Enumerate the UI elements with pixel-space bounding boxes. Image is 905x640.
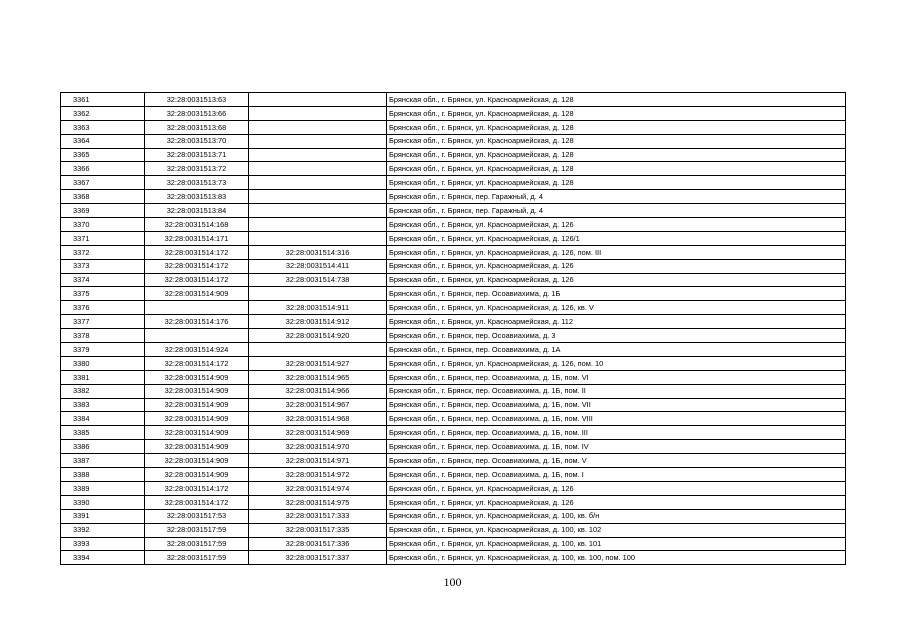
row-number-cell: 3386 — [61, 440, 145, 454]
row-number-cell: 3365 — [61, 148, 145, 162]
land-cadastral-number-cell: 32:28:0031514:172 — [145, 273, 249, 287]
address-cell: Брянская обл., г. Брянск, пер. Осоавиахима, д. 1Б, пом. II — [387, 384, 846, 398]
address-cell: Брянская обл., г. Брянск, ул. Красноармейская, д. 126 — [387, 481, 846, 495]
table-row — [61, 384, 846, 398]
table-row — [61, 356, 846, 370]
land-cadastral-number-cell: 32:28:0031513:70 — [145, 134, 249, 148]
table-row — [61, 454, 846, 468]
row-number-cell: 3393 — [61, 537, 145, 551]
land-cadastral-number-cell: 32:28:0031513:83 — [145, 190, 249, 204]
address-cell: Брянская обл., г. Брянск, ул. Красноармейская, д. 112 — [387, 315, 846, 329]
row-number-cell: 3378 — [61, 329, 145, 343]
object-cadastral-number-cell: 32:28:0031514:911 — [249, 301, 387, 315]
row-number-cell: 3362 — [61, 106, 145, 120]
row-number-cell: 3382 — [61, 384, 145, 398]
row-number-cell: 3361 — [61, 93, 145, 107]
address-cell: Брянская обл., г. Брянск, ул. Красноармейская, д. 128 — [387, 106, 846, 120]
land-cadastral-number-cell: 32:28:0031514:909 — [145, 426, 249, 440]
object-cadastral-number-cell: 32:28:0031514:968 — [249, 412, 387, 426]
table-row — [61, 287, 846, 301]
land-cadastral-number-cell: 32:28:0031517:59 — [145, 523, 249, 537]
table-row — [61, 481, 846, 495]
land-cadastral-number-cell: 32:28:0031517:59 — [145, 537, 249, 551]
land-cadastral-number-cell: 32:28:0031514:909 — [145, 370, 249, 384]
table-row — [61, 204, 846, 218]
address-cell: Брянская обл., г. Брянск, пер. Осоавиахима, д. 1Б — [387, 287, 846, 301]
row-number-cell: 3376 — [61, 301, 145, 315]
land-cadastral-number-cell: 32:28:0031514:172 — [145, 245, 249, 259]
land-cadastral-number-cell: 32:28:0031514:168 — [145, 218, 249, 232]
table-row — [61, 273, 846, 287]
table-row — [61, 523, 846, 537]
address-cell: Брянская обл., г. Брянск, ул. Красноармейская, д. 126, пом. III — [387, 245, 846, 259]
object-cadastral-number-cell: 32:28:0031517:336 — [249, 537, 387, 551]
land-cadastral-number-cell: 32:28:0031514:172 — [145, 495, 249, 509]
address-cell: Брянская обл., г. Брянск, ул. Красноармейская, д. 100, кв. 101 — [387, 537, 846, 551]
object-cadastral-number-cell: 32:28:0031514:411 — [249, 259, 387, 273]
object-cadastral-number-cell: 32:28:0031514:965 — [249, 370, 387, 384]
row-number-cell: 3388 — [61, 468, 145, 482]
address-cell: Брянская обл., г. Брянск, ул. Красноармейская, д. 128 — [387, 148, 846, 162]
page-number: 100 — [443, 575, 462, 589]
address-cell: Брянская обл., г. Брянск, пер. Осоавиахима, д. 1А — [387, 343, 846, 357]
land-cadastral-number-cell: 32:28:0031514:909 — [145, 454, 249, 468]
row-number-cell: 3391 — [61, 509, 145, 523]
row-number-cell: 3377 — [61, 315, 145, 329]
row-number-cell: 3375 — [61, 287, 145, 301]
row-number-cell: 3364 — [61, 134, 145, 148]
land-cadastral-number-cell: 32:28:0031514:909 — [145, 412, 249, 426]
address-cell: Брянская обл., г. Брянск, ул. Красноармейская, д. 128 — [387, 93, 846, 107]
address-cell: Брянская обл., г. Брянск, пер. Осоавиахима, д. 1Б, пом. VIII — [387, 412, 846, 426]
address-cell: Брянская обл., г. Брянск, пер. Осоавиахима, д. 1Б, пом. V — [387, 454, 846, 468]
row-number-cell: 3367 — [61, 176, 145, 190]
row-number-cell: 3383 — [61, 398, 145, 412]
address-cell: Брянская обл., г. Брянск, ул. Красноармейская, д. 126, пом. 10 — [387, 356, 846, 370]
object-cadastral-number-cell — [249, 231, 387, 245]
row-number-cell: 3370 — [61, 218, 145, 232]
land-cadastral-number-cell: 32:28:0031513:66 — [145, 106, 249, 120]
address-cell: Брянская обл., г. Брянск, ул. Красноармейская, д. 100, кв. 102 — [387, 523, 846, 537]
table-row — [61, 495, 846, 509]
table-row — [61, 329, 846, 343]
row-number-cell: 3374 — [61, 273, 145, 287]
table-row — [61, 120, 846, 134]
object-cadastral-number-cell — [249, 162, 387, 176]
object-cadastral-number-cell: 32:28:0031514:316 — [249, 245, 387, 259]
table-row — [61, 509, 846, 523]
land-cadastral-number-cell: 32:28:0031514:909 — [145, 384, 249, 398]
address-cell: Брянская обл., г. Брянск, ул. Красноармейская, д. 126 — [387, 495, 846, 509]
table-row — [61, 426, 846, 440]
row-number-cell: 3380 — [61, 356, 145, 370]
row-number-cell: 3381 — [61, 370, 145, 384]
address-cell: Брянская обл., г. Брянск, ул. Красноармейская, д. 100, кв. б/н — [387, 509, 846, 523]
address-cell: Брянская обл., г. Брянск, ул. Красноармейская, д. 126 — [387, 218, 846, 232]
registry-table-body — [61, 93, 846, 565]
address-cell: Брянская обл., г. Брянск, пер. Осоавиахима, д. 3 — [387, 329, 846, 343]
address-cell: Брянская обл., г. Брянск, пер. Осоавиахима, д. 1Б, пом. IV — [387, 440, 846, 454]
object-cadastral-number-cell: 32:28:0031514:972 — [249, 468, 387, 482]
table-row — [61, 551, 846, 565]
object-cadastral-number-cell — [249, 134, 387, 148]
table-row — [61, 370, 846, 384]
row-number-cell: 3369 — [61, 204, 145, 218]
object-cadastral-number-cell — [249, 120, 387, 134]
object-cadastral-number-cell: 32:28:0031514:966 — [249, 384, 387, 398]
table-row — [61, 93, 846, 107]
land-cadastral-number-cell: 32:28:0031514:909 — [145, 468, 249, 482]
table-row — [61, 315, 846, 329]
row-number-cell: 3385 — [61, 426, 145, 440]
table-row — [61, 134, 846, 148]
object-cadastral-number-cell: 32:28:0031514:969 — [249, 426, 387, 440]
object-cadastral-number-cell: 32:28:0031514:970 — [249, 440, 387, 454]
object-cadastral-number-cell — [249, 343, 387, 357]
row-number-cell: 3363 — [61, 120, 145, 134]
address-cell: Брянская обл., г. Брянск, ул. Красноармейская, д. 126 — [387, 259, 846, 273]
address-cell: Брянская обл., г. Брянск, ул. Красноармейская, д. 126/1 — [387, 231, 846, 245]
land-cadastral-number-cell: 32:28:0031513:68 — [145, 120, 249, 134]
land-cadastral-number-cell: 32:28:0031513:84 — [145, 204, 249, 218]
object-cadastral-number-cell: 32:28:0031517:335 — [249, 523, 387, 537]
address-cell: Брянская обл., г. Брянск, ул. Красноармейская, д. 128 — [387, 162, 846, 176]
object-cadastral-number-cell — [249, 93, 387, 107]
table-row — [61, 301, 846, 315]
table-row — [61, 343, 846, 357]
object-cadastral-number-cell: 32:28:0031514:927 — [249, 356, 387, 370]
address-cell: Брянская обл., г. Брянск, пер. Гаражный, д. 4 — [387, 204, 846, 218]
land-cadastral-number-cell — [145, 329, 249, 343]
object-cadastral-number-cell: 32:28:0031514:975 — [249, 495, 387, 509]
table-row — [61, 148, 846, 162]
address-cell: Брянская обл., г. Брянск, ул. Красноармейская, д. 128 — [387, 134, 846, 148]
land-cadastral-number-cell: 32:28:0031513:72 — [145, 162, 249, 176]
table-row — [61, 259, 846, 273]
table-row — [61, 190, 846, 204]
land-cadastral-number-cell: 32:28:0031517:59 — [145, 551, 249, 565]
land-cadastral-number-cell: 32:28:0031514:172 — [145, 481, 249, 495]
row-number-cell: 3387 — [61, 454, 145, 468]
table-row — [61, 537, 846, 551]
table-row — [61, 162, 846, 176]
table-row — [61, 106, 846, 120]
land-cadastral-number-cell: 32:28:0031513:71 — [145, 148, 249, 162]
row-number-cell: 3392 — [61, 523, 145, 537]
table-row — [61, 218, 846, 232]
table-row — [61, 468, 846, 482]
table-row — [61, 176, 846, 190]
row-number-cell: 3368 — [61, 190, 145, 204]
address-cell: Брянская обл., г. Брянск, ул. Красноармейская, д. 100, кв. 100, пом. 100 — [387, 551, 846, 565]
object-cadastral-number-cell: 32:28:0031517:333 — [249, 509, 387, 523]
row-number-cell: 3373 — [61, 259, 145, 273]
land-cadastral-number-cell — [145, 301, 249, 315]
row-number-cell: 3371 — [61, 231, 145, 245]
land-cadastral-number-cell: 32:28:0031517:53 — [145, 509, 249, 523]
table-row — [61, 398, 846, 412]
table-row — [61, 412, 846, 426]
registry-table — [60, 92, 846, 565]
land-cadastral-number-cell: 32:28:0031514:172 — [145, 356, 249, 370]
object-cadastral-number-cell: 32:28:0031514:971 — [249, 454, 387, 468]
table-row — [61, 245, 846, 259]
land-cadastral-number-cell: 32:28:0031514:176 — [145, 315, 249, 329]
object-cadastral-number-cell — [249, 287, 387, 301]
object-cadastral-number-cell — [249, 176, 387, 190]
address-cell: Брянская обл., г. Брянск, пер. Осоавиахима, д. 1Б, пом. III — [387, 426, 846, 440]
address-cell: Брянская обл., г. Брянск, пер. Гаражный, д. 4 — [387, 190, 846, 204]
object-cadastral-number-cell — [249, 204, 387, 218]
object-cadastral-number-cell: 32:28:0031517:337 — [249, 551, 387, 565]
address-cell: Брянская обл., г. Брянск, пер. Осоавиахима, д. 1Б, пом. VI — [387, 370, 846, 384]
address-cell: Брянская обл., г. Брянск, ул. Красноармейская, д. 128 — [387, 120, 846, 134]
row-number-cell: 3372 — [61, 245, 145, 259]
land-cadastral-number-cell: 32:28:0031514:171 — [145, 231, 249, 245]
address-cell: Брянская обл., г. Брянск, пер. Осоавиахима, д. 1Б, пом. I — [387, 468, 846, 482]
address-cell: Брянская обл., г. Брянск, ул. Красноармейская, д. 126, кв. V — [387, 301, 846, 315]
row-number-cell: 3394 — [61, 551, 145, 565]
object-cadastral-number-cell — [249, 190, 387, 204]
object-cadastral-number-cell — [249, 218, 387, 232]
land-cadastral-number-cell: 32:28:0031514:909 — [145, 440, 249, 454]
object-cadastral-number-cell: 32:28:0031514:967 — [249, 398, 387, 412]
address-cell: Брянская обл., г. Брянск, пер. Осоавиахима, д. 1Б, пом. VII — [387, 398, 846, 412]
object-cadastral-number-cell: 32:28:0031514:912 — [249, 315, 387, 329]
row-number-cell: 3390 — [61, 495, 145, 509]
address-cell: Брянская обл., г. Брянск, ул. Красноармейская, д. 126 — [387, 273, 846, 287]
land-cadastral-number-cell: 32:28:0031513:63 — [145, 93, 249, 107]
object-cadastral-number-cell — [249, 148, 387, 162]
land-cadastral-number-cell: 32:28:0031514:909 — [145, 287, 249, 301]
land-cadastral-number-cell: 32:28:0031514:924 — [145, 343, 249, 357]
table-row — [61, 231, 846, 245]
row-number-cell: 3366 — [61, 162, 145, 176]
object-cadastral-number-cell — [249, 106, 387, 120]
address-cell: Брянская обл., г. Брянск, ул. Красноармейская, д. 128 — [387, 176, 846, 190]
row-number-cell: 3379 — [61, 343, 145, 357]
land-cadastral-number-cell: 32:28:0031514:172 — [145, 259, 249, 273]
object-cadastral-number-cell: 32:28:0031514:920 — [249, 329, 387, 343]
object-cadastral-number-cell: 32:28:0031514:738 — [249, 273, 387, 287]
row-number-cell: 3384 — [61, 412, 145, 426]
row-number-cell: 3389 — [61, 481, 145, 495]
land-cadastral-number-cell: 32:28:0031513:73 — [145, 176, 249, 190]
table-row — [61, 440, 846, 454]
land-cadastral-number-cell: 32:28:0031514:909 — [145, 398, 249, 412]
object-cadastral-number-cell: 32:28:0031514:974 — [249, 481, 387, 495]
